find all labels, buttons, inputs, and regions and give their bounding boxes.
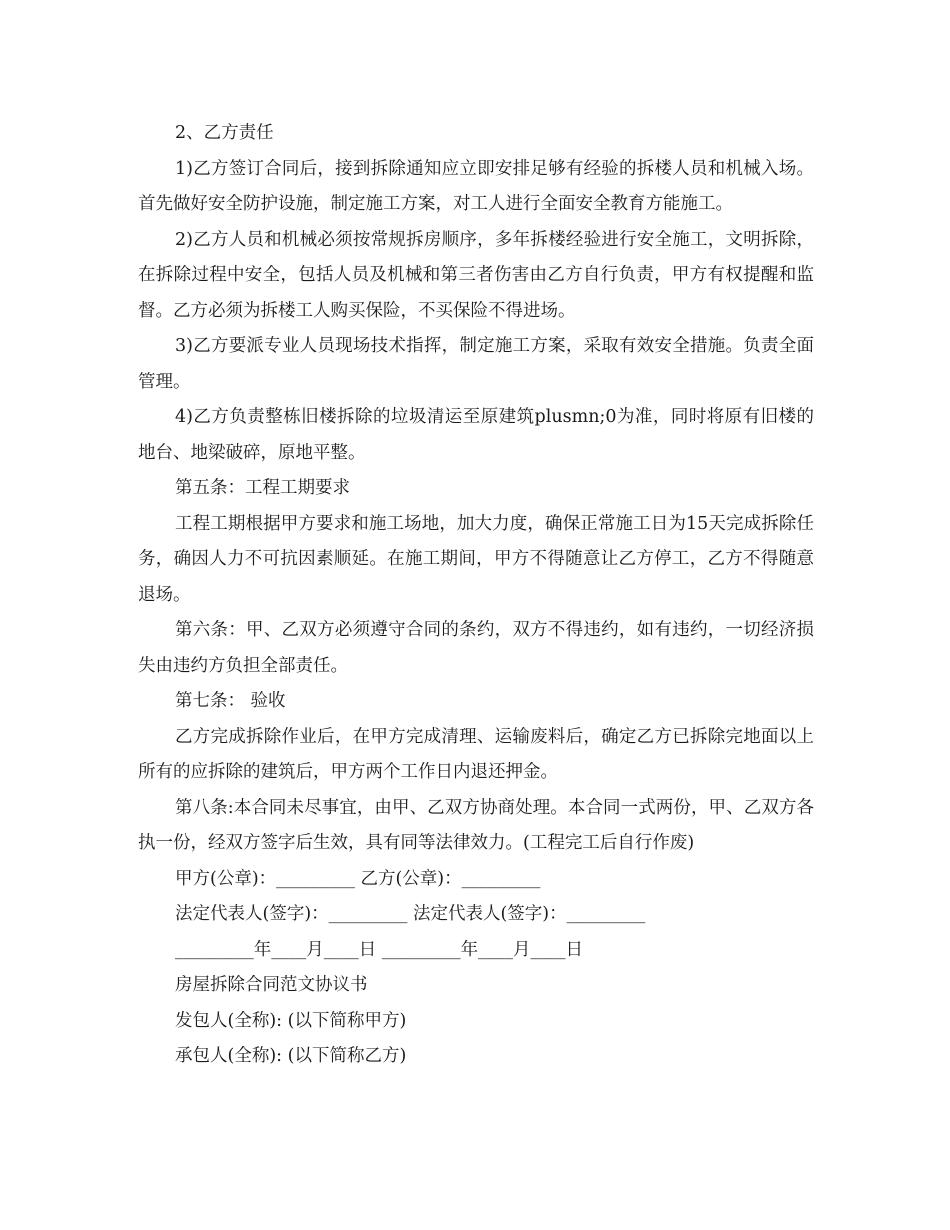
article-7-heading: 第七条： 验收 xyxy=(175,691,286,711)
agreement-title: 房屋拆除合同范文协议书 xyxy=(175,975,368,995)
contractor-line: 承包人(全称): (以下简称乙方) xyxy=(175,1046,407,1066)
seal-line: 甲方(公章)：_________ 乙方(公章)：_________ xyxy=(175,868,541,889)
article-8: 第八条:本合同未尽事宜，由甲、乙双方协商处理。本合同一式两份，甲、乙双方各执一份，经双方签字后生效，具有同等法律效力。(工程完工后自行作废) xyxy=(138,797,814,853)
article-6: 第六条：甲、乙双方必须遵守合同的条约，双方不得违约，如有违约，一切经济损失由违约方负担全部责任。 xyxy=(138,620,814,676)
article-5-body: 工程工期根据甲方要求和施工场地，加大力度，确保正常施工日为15天完成拆除任务，确因人力不可抗因素顺延。在施工期间，甲方不得随意让乙方停工，乙方不得随意退场。 xyxy=(138,513,814,605)
clause-b-3: 3)乙方要派专业人员现场技术指挥，制定施工方案，采取有效安全措施。负责全面管理。 xyxy=(138,336,814,392)
employer-line: 发包人(全称): (以下简称甲方) xyxy=(175,1010,407,1031)
document-page xyxy=(138,116,814,1075)
section-heading-party-b-responsibility: 2、乙方责任 xyxy=(175,123,274,143)
date-line: _________年____月____日 _________年____月____日 xyxy=(175,939,584,960)
signature-line: 法定代表人(签字)：_________ 法定代表人(签字)：_________ xyxy=(175,904,646,924)
article-5-heading: 第五条：工程工期要求 xyxy=(175,478,350,498)
clause-b-1: 1)乙方签订合同后，接到拆除通知应立即安排足够有经验的拆楼人员和机械入场。首先做好安全防护设施，制定施工方案，对工人进行全面安全教育方能施工。 xyxy=(138,158,814,214)
clause-b-4: 4)乙方负责整栋旧楼拆除的垃圾清运至原建筑plusmn;0为准，同时将原有旧楼的地台、地梁破碎，原地平整。 xyxy=(138,407,814,463)
article-7-body: 乙方完成拆除作业后，在甲方完成清理、运输废料后，确定乙方已拆除完地面以上所有的应拆除的建筑后，甲方两个工作日内退还押金。 xyxy=(138,726,814,782)
clause-b-2: 2)乙方人员和机械必须按常规拆房顺序，多年拆楼经验进行安全施工，文明拆除，在拆除过程中安全，包括人员及机械和第三者伤害由乙方自行负责，甲方有权提醒和监督。乙方必须为拆楼工人购买保险，不买保险不得进场。 xyxy=(138,229,814,321)
